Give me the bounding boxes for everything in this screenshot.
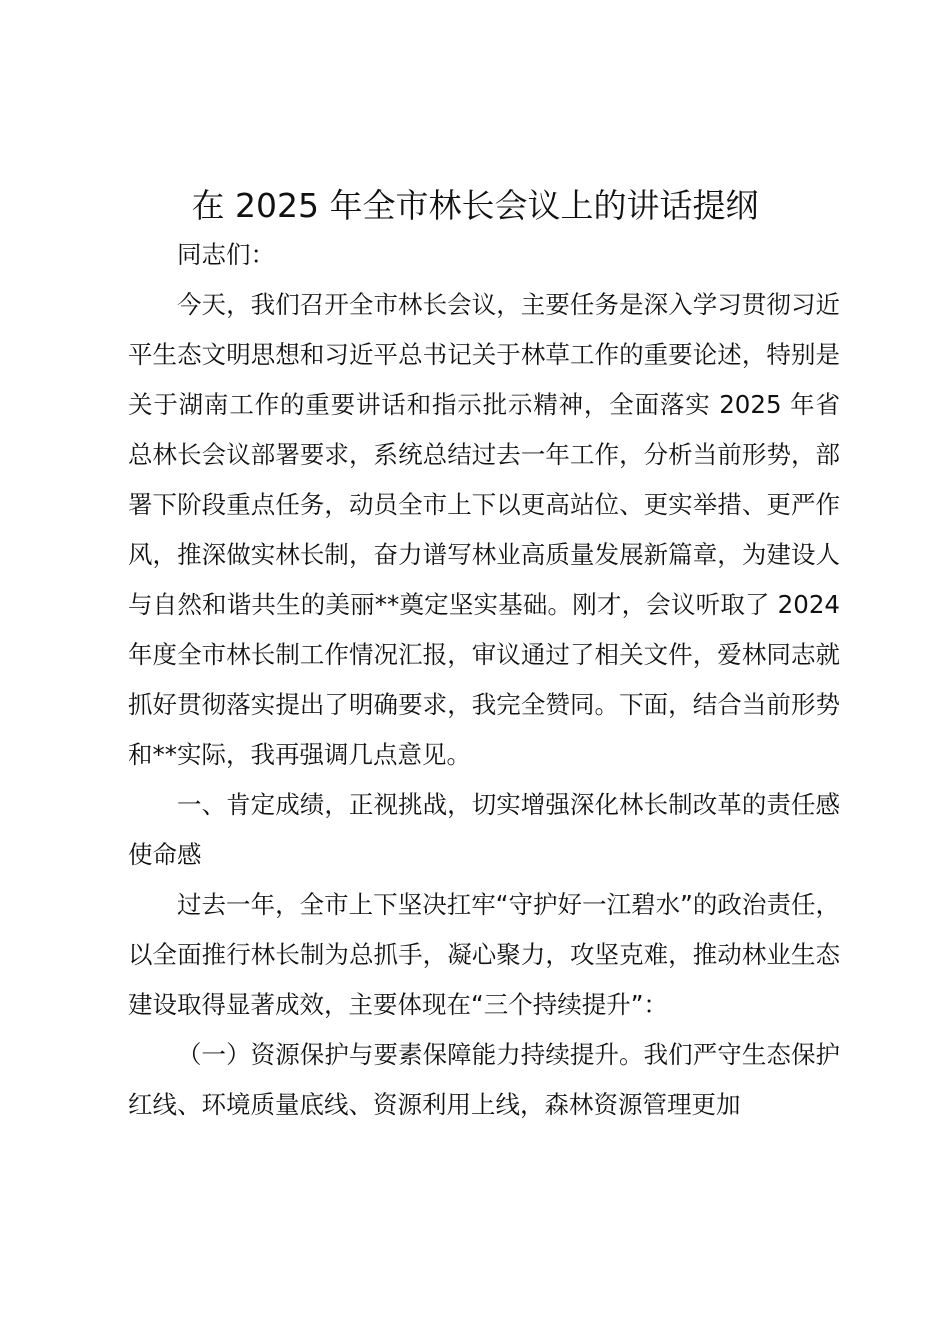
subsection-1-paragraph: （一）资源保护与要素保障能力持续提升。我们严守生态保护红线、环境质量底线、资源利用上线，森林资源管理更加 xyxy=(128,1040,840,1119)
salutation-paragraph: 同志们： xyxy=(177,240,275,269)
document-title: 在 2025 年全市林长会议上的讲话提纲 xyxy=(191,186,759,225)
section-heading-1: 一、肯定成绩，正视挑战，切实增强深化林长制改革的责任感使命感 xyxy=(128,790,840,869)
intro-paragraph: 今天，我们召开全市林长会议，主要任务是深入学习贯彻习近平生态文明思想和习近平总书记关于林草工作的重要论述，特别是关于湖南工作的重要讲话和指示批示精神，全面落实 2025 年省总林长会议部署要求，系统总结过去一年工作，分析当前形势，部署下阶段重点任务，动员全市上下以更高站位、更实举措、更严作风，推深做实林长制，奋力谱写林业高质量发展新篇章，为建设人与自然和谐共生的美丽**奠定坚实基础。刚才，会议听取了 2024 年度全市林长制工作情况汇报，审议通过了相关文件，爱林同志就抓好贯彻落实提出了明确要求，我完全赞同。下面，结合当前形势和**实际，我再强调几点意见。 xyxy=(128,290,840,769)
document-body xyxy=(128,230,840,1130)
section-1-paragraph: 过去一年，全市上下坚决扛牢“守护好一江碧水”的政治责任，以全面推行林长制为总抓手，凝心聚力，攻坚克难，推动林业生态建设取得显著成效，主要体现在“三个持续提升”： xyxy=(128,890,840,1019)
